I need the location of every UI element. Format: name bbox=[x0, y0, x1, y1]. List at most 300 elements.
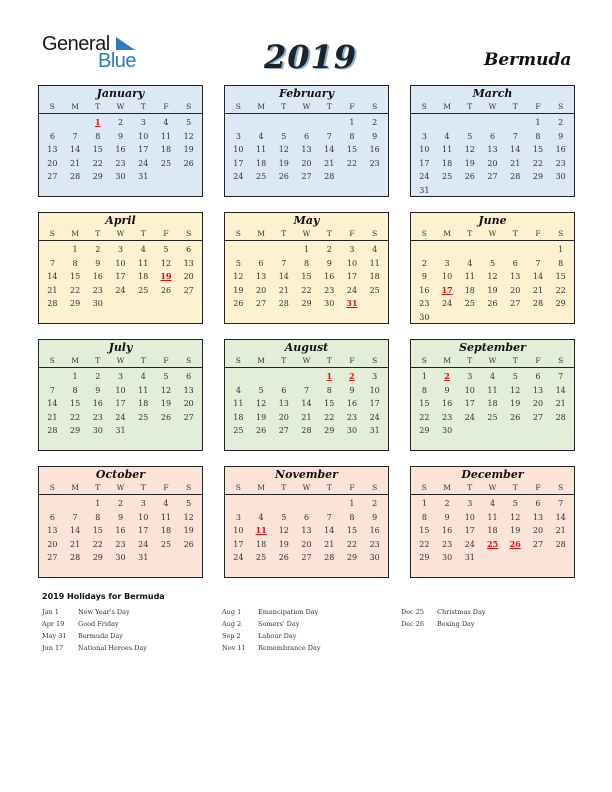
day-cell bbox=[363, 297, 386, 311]
day-cell: 16 bbox=[555, 145, 566, 155]
day-cell: 15 bbox=[532, 145, 544, 155]
weekday-label: T bbox=[326, 483, 332, 492]
day-cell bbox=[341, 311, 364, 325]
weekday-label: F bbox=[349, 102, 355, 111]
day-cell: 9 bbox=[349, 385, 355, 395]
day-cell: 21 bbox=[278, 285, 289, 295]
weekday-label: S bbox=[421, 229, 427, 238]
day-cell: 1 bbox=[349, 499, 355, 508]
day-cell: 20 bbox=[301, 539, 312, 549]
day-cell: 18 bbox=[160, 526, 172, 536]
holiday-name: Emancipation Day bbox=[258, 608, 319, 616]
day-cell: 10 bbox=[464, 512, 475, 522]
day-cell: 1 bbox=[421, 372, 427, 381]
day-cell: 5 bbox=[281, 131, 287, 141]
day-cell: 19 bbox=[510, 399, 521, 409]
weekday-label: M bbox=[443, 356, 451, 365]
weekday-label: M bbox=[257, 356, 265, 365]
day-cell bbox=[177, 438, 200, 452]
day-cell bbox=[413, 116, 436, 130]
day-cell: 20 bbox=[183, 399, 194, 409]
day-cell bbox=[272, 243, 295, 257]
weekday-header bbox=[39, 227, 202, 241]
day-cell: 7 bbox=[49, 385, 55, 395]
weekday-label: T bbox=[281, 356, 287, 365]
day-cell: 17 bbox=[138, 526, 149, 536]
day-cell: 24 bbox=[369, 412, 380, 422]
day-cell: 2 bbox=[372, 499, 378, 508]
day-cell: 5 bbox=[281, 512, 287, 522]
month-name: June bbox=[478, 214, 507, 227]
week-row bbox=[411, 565, 574, 579]
day-cell bbox=[481, 565, 504, 579]
day-cell: 8 bbox=[95, 131, 101, 141]
weekday-label: S bbox=[49, 102, 55, 111]
day-cell: 3 bbox=[140, 118, 146, 127]
weekday-header bbox=[39, 100, 202, 114]
day-cell bbox=[363, 565, 386, 579]
day-cell: 24 bbox=[346, 285, 358, 295]
day-cell: 25 bbox=[255, 172, 267, 182]
day-cell: 25 bbox=[369, 285, 380, 295]
weekday-label: S bbox=[49, 229, 55, 238]
day-cell: 27 bbox=[255, 299, 267, 309]
day-cell: 27 bbox=[183, 412, 194, 422]
day-cell bbox=[155, 297, 178, 311]
day-cell: 12 bbox=[183, 131, 194, 141]
month-name: September bbox=[459, 341, 526, 354]
weekday-label: M bbox=[257, 102, 265, 111]
day-cell: 12 bbox=[487, 272, 498, 282]
day-cell bbox=[272, 565, 295, 579]
day-cell: 23 bbox=[92, 412, 103, 422]
day-cell: 16 bbox=[92, 399, 103, 409]
day-cell: 1 bbox=[535, 118, 541, 127]
day-cell: 23 bbox=[115, 158, 126, 168]
week-row bbox=[39, 424, 202, 438]
day-cell bbox=[250, 311, 273, 325]
day-cell: 14 bbox=[278, 272, 289, 282]
day-cell: 3 bbox=[117, 372, 124, 381]
week-row bbox=[411, 511, 574, 525]
day-cell: 7 bbox=[558, 499, 564, 508]
day-cell bbox=[250, 184, 273, 198]
weekday-label: M bbox=[71, 356, 79, 365]
weekday-label: M bbox=[443, 229, 451, 238]
day-cell: 2 bbox=[372, 118, 378, 127]
month-june bbox=[410, 212, 575, 324]
day-cell: 1 bbox=[421, 499, 427, 508]
day-cell: 28 bbox=[301, 426, 312, 436]
week-row bbox=[411, 397, 574, 411]
day-cell: 9 bbox=[444, 385, 450, 395]
weekday-label: M bbox=[71, 102, 79, 111]
day-cell: 8 bbox=[326, 385, 332, 395]
weekday-label: F bbox=[535, 483, 541, 492]
day-cell: 30 bbox=[441, 553, 453, 563]
week-row bbox=[39, 551, 202, 565]
day-cell: 21 bbox=[324, 158, 335, 168]
day-cell: 16 bbox=[115, 145, 126, 155]
day-cell: 6 bbox=[535, 499, 541, 508]
month-name: August bbox=[284, 341, 329, 354]
weekday-label: W bbox=[302, 483, 311, 492]
day-cell bbox=[227, 243, 250, 257]
day-cell: 28 bbox=[47, 426, 58, 436]
week-row bbox=[225, 184, 388, 198]
day-cell: 3 bbox=[372, 372, 378, 381]
day-cell bbox=[527, 184, 550, 198]
day-cell: 10 bbox=[419, 145, 430, 155]
day-cell bbox=[227, 565, 250, 579]
day-cell bbox=[295, 497, 318, 511]
weekday-label: F bbox=[163, 356, 169, 365]
week-row bbox=[411, 497, 574, 511]
day-cell bbox=[109, 438, 132, 452]
holiday-date: May 31 bbox=[42, 632, 67, 640]
day-cell: 8 bbox=[421, 512, 427, 522]
day-cell: 26 bbox=[160, 285, 172, 295]
day-cell: 11 bbox=[138, 258, 149, 268]
holiday-day-cell: 17 bbox=[441, 284, 453, 295]
day-cell: 24 bbox=[138, 539, 149, 549]
day-cell: 17 bbox=[233, 158, 244, 168]
week-row bbox=[411, 411, 574, 425]
day-cell bbox=[413, 565, 436, 579]
day-cell: 30 bbox=[92, 299, 103, 309]
day-cell: 5 bbox=[186, 118, 192, 127]
holiday-item bbox=[401, 606, 486, 618]
day-cell: 26 bbox=[278, 172, 289, 182]
day-cell: 21 bbox=[47, 285, 58, 295]
day-cell bbox=[41, 370, 64, 384]
weekday-label: M bbox=[443, 483, 451, 492]
day-cell: 10 bbox=[369, 385, 380, 395]
day-cell bbox=[363, 311, 386, 325]
day-cell bbox=[413, 243, 436, 257]
day-cell: 2 bbox=[558, 118, 564, 127]
day-cell: 17 bbox=[464, 526, 475, 536]
day-cell: 22 bbox=[346, 539, 358, 549]
day-cell: 10 bbox=[346, 258, 358, 268]
day-cell: 23 bbox=[369, 158, 380, 168]
day-cell: 10 bbox=[441, 272, 453, 282]
day-cell: 4 bbox=[163, 499, 169, 508]
week-row bbox=[411, 116, 574, 130]
day-cell: 5 bbox=[186, 499, 192, 508]
day-cell: 24 bbox=[441, 299, 453, 309]
weekday-label: W bbox=[302, 356, 311, 365]
day-cell bbox=[41, 243, 64, 257]
day-cell: 7 bbox=[49, 258, 55, 268]
week-row bbox=[411, 130, 574, 144]
day-cell bbox=[481, 424, 504, 438]
day-cell: 3 bbox=[140, 499, 146, 508]
day-cell bbox=[549, 184, 572, 198]
day-cell: 16 bbox=[115, 526, 126, 536]
week-row bbox=[411, 370, 574, 384]
day-cell: 20 bbox=[47, 158, 58, 168]
day-cell bbox=[341, 438, 364, 452]
day-cell bbox=[458, 438, 481, 452]
day-cell: 6 bbox=[303, 131, 310, 141]
weekday-label: S bbox=[235, 483, 241, 492]
day-cell: 18 bbox=[487, 526, 498, 536]
month-name: February bbox=[278, 87, 334, 100]
day-cell: 30 bbox=[92, 426, 103, 436]
day-cell: 8 bbox=[95, 512, 101, 522]
week-row bbox=[39, 184, 202, 198]
day-cell: 4 bbox=[258, 512, 264, 522]
day-cell bbox=[272, 438, 295, 452]
day-cell: 19 bbox=[233, 285, 244, 295]
day-cell: 2 bbox=[95, 245, 101, 254]
day-cell bbox=[295, 438, 318, 452]
day-cell: 17 bbox=[233, 539, 244, 549]
day-cell: 14 bbox=[510, 145, 521, 155]
month-january bbox=[38, 85, 203, 197]
day-cell: 10 bbox=[138, 512, 149, 522]
day-cell: 24 bbox=[233, 172, 244, 182]
day-cell: 1 bbox=[72, 245, 78, 254]
day-cell: 5 bbox=[512, 499, 518, 508]
day-cell: 2 bbox=[421, 258, 427, 268]
day-cell bbox=[458, 424, 481, 438]
day-cell: 26 bbox=[487, 299, 498, 309]
day-cell: 12 bbox=[464, 145, 475, 155]
day-cell bbox=[481, 551, 504, 565]
week-row bbox=[225, 270, 388, 284]
week-row bbox=[225, 438, 388, 452]
week-row bbox=[225, 370, 388, 384]
day-cell: 14 bbox=[324, 145, 335, 155]
week-row bbox=[39, 170, 202, 184]
day-cell: 19 bbox=[183, 526, 194, 536]
day-cell: 19 bbox=[510, 526, 521, 536]
day-cell bbox=[527, 243, 550, 257]
day-cell: 22 bbox=[301, 285, 312, 295]
day-cell: 18 bbox=[138, 272, 149, 282]
holidays-column bbox=[42, 606, 147, 654]
week-row bbox=[411, 438, 574, 452]
day-cell: 6 bbox=[186, 372, 192, 381]
day-cell: 20 bbox=[301, 158, 312, 168]
month-name: April bbox=[105, 214, 136, 227]
day-cell bbox=[458, 311, 481, 325]
day-cell bbox=[109, 297, 132, 311]
holiday-item bbox=[42, 630, 147, 642]
week-row bbox=[39, 411, 202, 425]
day-cell bbox=[341, 565, 364, 579]
day-cell: 22 bbox=[346, 158, 358, 168]
day-cell: 21 bbox=[510, 158, 521, 168]
day-cell: 25 bbox=[233, 426, 244, 436]
day-cell: 19 bbox=[278, 158, 289, 168]
day-cell: 22 bbox=[555, 285, 566, 295]
day-cell: 12 bbox=[183, 512, 194, 522]
day-cell: 21 bbox=[69, 158, 81, 168]
day-cell bbox=[341, 184, 364, 198]
day-cell bbox=[86, 438, 109, 452]
day-cell bbox=[504, 424, 527, 438]
weekday-header bbox=[225, 481, 388, 495]
day-cell: 11 bbox=[441, 145, 453, 155]
day-cell: 11 bbox=[487, 385, 498, 395]
holiday-day-cell: 1 bbox=[95, 117, 101, 127]
day-cell: 12 bbox=[278, 145, 289, 155]
holiday-item bbox=[222, 630, 321, 642]
day-cell bbox=[132, 438, 155, 452]
day-cell: 13 bbox=[532, 512, 544, 522]
day-cell: 29 bbox=[324, 426, 335, 436]
weekday-header bbox=[411, 100, 574, 114]
day-cell bbox=[155, 184, 178, 198]
day-cell: 22 bbox=[324, 412, 335, 422]
day-cell: 19 bbox=[278, 539, 289, 549]
day-cell bbox=[318, 311, 341, 325]
weekday-label: S bbox=[186, 102, 192, 111]
day-cell: 2 bbox=[326, 245, 332, 254]
day-cell: 4 bbox=[140, 245, 146, 254]
day-cell: 12 bbox=[233, 272, 244, 282]
day-cell: 24 bbox=[115, 412, 126, 422]
day-cell bbox=[481, 184, 504, 198]
day-cell bbox=[177, 184, 200, 198]
week-row bbox=[411, 297, 574, 311]
day-cell: 27 bbox=[301, 553, 312, 563]
day-cell: 10 bbox=[233, 145, 244, 155]
day-cell: 28 bbox=[324, 172, 335, 182]
day-cell: 6 bbox=[258, 258, 264, 268]
day-cell: 31 bbox=[369, 426, 380, 436]
month-name: October bbox=[95, 468, 146, 481]
day-cell: 27 bbox=[278, 426, 289, 436]
weekday-label: W bbox=[488, 483, 497, 492]
day-cell bbox=[272, 311, 295, 325]
day-cell: 14 bbox=[532, 272, 544, 282]
weekday-label: M bbox=[71, 229, 79, 238]
weekday-label: S bbox=[49, 483, 55, 492]
day-cell: 11 bbox=[160, 512, 172, 522]
day-cell: 31 bbox=[138, 172, 149, 182]
day-cell: 7 bbox=[72, 512, 78, 522]
weekday-label: T bbox=[95, 102, 101, 111]
day-cell: 26 bbox=[278, 553, 289, 563]
day-cell: 13 bbox=[278, 399, 289, 409]
day-cell bbox=[177, 565, 200, 579]
week-row bbox=[225, 524, 388, 538]
holiday-day-cell: 26 bbox=[509, 538, 521, 549]
day-cell: 11 bbox=[160, 131, 172, 141]
day-cell: 31 bbox=[419, 185, 430, 195]
weekday-label: S bbox=[186, 229, 192, 238]
month-name: March bbox=[472, 87, 513, 100]
day-cell bbox=[504, 551, 527, 565]
day-cell bbox=[504, 243, 527, 257]
day-cell: 2 bbox=[117, 118, 124, 127]
day-cell bbox=[227, 497, 250, 511]
day-cell: 22 bbox=[69, 412, 81, 422]
day-cell: 23 bbox=[92, 285, 103, 295]
day-cell: 31 bbox=[138, 553, 149, 563]
week-row bbox=[225, 411, 388, 425]
weekday-header bbox=[411, 481, 574, 495]
day-cell: 26 bbox=[255, 426, 267, 436]
holiday-day-cell: 11 bbox=[255, 525, 267, 536]
week-row bbox=[411, 143, 574, 157]
day-cell: 4 bbox=[140, 372, 146, 381]
week-row bbox=[225, 551, 388, 565]
day-cell: 23 bbox=[115, 539, 126, 549]
day-cell: 17 bbox=[115, 272, 126, 282]
day-cell: 9 bbox=[421, 272, 427, 282]
day-cell bbox=[363, 438, 386, 452]
week-row bbox=[225, 424, 388, 438]
day-cell: 4 bbox=[235, 385, 241, 395]
weekday-label: F bbox=[349, 483, 355, 492]
month-july bbox=[38, 339, 203, 451]
day-cell bbox=[341, 170, 364, 184]
day-cell: 1 bbox=[72, 372, 78, 381]
day-cell: 29 bbox=[532, 172, 544, 182]
day-cell: 15 bbox=[92, 526, 103, 536]
country-title: Bermuda bbox=[484, 50, 572, 70]
holiday-date: Aug 1 bbox=[222, 608, 242, 616]
day-cell bbox=[295, 184, 318, 198]
week-row bbox=[39, 524, 202, 538]
day-cell: 11 bbox=[464, 272, 475, 282]
day-cell: 4 bbox=[489, 372, 496, 381]
day-cell: 8 bbox=[421, 385, 427, 395]
day-cell: 23 bbox=[419, 299, 430, 309]
week-row bbox=[225, 511, 388, 525]
holiday-name: New Year's Day bbox=[78, 608, 130, 616]
day-cell: 5 bbox=[467, 131, 473, 141]
holiday-name: Boxing Day bbox=[437, 620, 475, 628]
day-cell: 24 bbox=[419, 172, 430, 182]
day-cell: 7 bbox=[326, 512, 332, 522]
weekday-label: S bbox=[421, 102, 427, 111]
weekday-label: S bbox=[49, 356, 55, 365]
week-row bbox=[39, 130, 202, 144]
day-cell: 13 bbox=[183, 258, 194, 268]
day-cell: 9 bbox=[117, 131, 124, 141]
weekday-label: T bbox=[326, 102, 332, 111]
day-cell: 7 bbox=[72, 131, 78, 141]
weekday-label: T bbox=[467, 483, 473, 492]
week-row bbox=[411, 384, 574, 398]
day-cell: 23 bbox=[346, 412, 358, 422]
day-cell: 17 bbox=[115, 399, 126, 409]
day-cell: 15 bbox=[419, 526, 430, 536]
weekday-label: W bbox=[302, 229, 311, 238]
week-row bbox=[39, 157, 202, 171]
day-cell bbox=[527, 565, 550, 579]
holiday-name: Good Friday bbox=[78, 620, 119, 628]
day-cell: 14 bbox=[555, 385, 566, 395]
day-cell bbox=[549, 565, 572, 579]
day-cell: 9 bbox=[326, 258, 332, 268]
day-cell bbox=[295, 311, 318, 325]
week-row bbox=[225, 130, 388, 144]
day-cell: 24 bbox=[464, 412, 475, 422]
weekday-label: S bbox=[186, 356, 192, 365]
day-cell: 17 bbox=[369, 399, 380, 409]
weekday-label: T bbox=[467, 229, 473, 238]
weekday-header bbox=[39, 481, 202, 495]
weekday-header bbox=[225, 100, 388, 114]
day-cell bbox=[436, 184, 459, 198]
